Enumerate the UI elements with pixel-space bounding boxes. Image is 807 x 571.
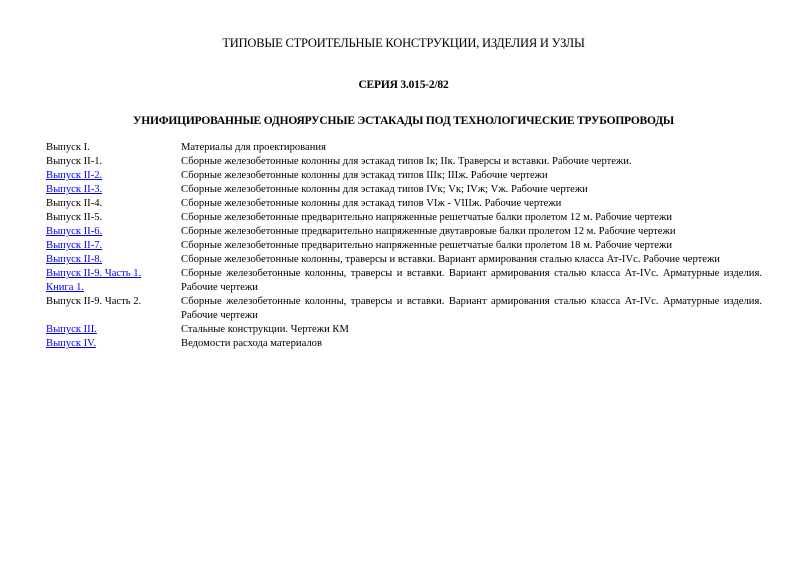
issue-row [46, 323, 762, 337]
issue-row [46, 267, 762, 295]
issue-description: Сборные железобетонные предварительно напряженные решетчатые балки пролетом 12 м. Рабочие чертежи [181, 212, 672, 223]
issue-row [46, 225, 762, 239]
issue-label: Выпуск II-1. [46, 156, 103, 167]
issue-label: Выпуск II-9. Часть 2. [46, 296, 142, 307]
issue-label: Выпуск II-4. [46, 198, 103, 209]
issue-row [46, 295, 762, 323]
issue-label-cell [46, 253, 181, 267]
issue-description: Сборные железобетонные предварительно напряженные решетчатые балки пролетом 18 м. Рабочие чертежи [181, 240, 672, 251]
issue-description: Сборные железобетонные колонны, траверсы и вставки. Вариант армирования сталью класса Ат-IVс. Рабочие чертежи [181, 254, 720, 265]
issue-row [46, 211, 762, 225]
issue-label-cell [46, 197, 181, 211]
issue-link[interactable]: Выпуск IV. [46, 338, 97, 349]
issue-label-cell [46, 169, 181, 183]
series-number: СЕРИЯ 3.015-2/82 [358, 79, 449, 91]
issue-row [46, 141, 762, 155]
issue-label-cell [46, 295, 181, 323]
issue-label-cell [46, 337, 181, 351]
issue-label-cell [46, 267, 181, 295]
issue-row [46, 239, 762, 253]
issue-link[interactable]: Выпуск II-3. [46, 184, 103, 195]
issue-description: Сборные железобетонные колонны, траверсы и вставки. Вариант армирования сталью класса Ат-IVс. Арматурные изделия. Рабочие чертежи [181, 268, 762, 293]
issue-row [46, 253, 762, 267]
issue-book-link[interactable]: Книга 1. [46, 282, 85, 293]
issue-label-cell [46, 323, 181, 337]
issue-description: Сборные железобетонные колонны для эстакад типов Iк; IIк. Траверсы и вставки. Рабочие чертежи. [181, 156, 632, 167]
header-line: ТИПОВЫЕ СТРОИТЕЛЬНЫЕ КОНСТРУКЦИИ, ИЗДЕЛИЯ И УЗЛЫ [222, 36, 585, 50]
issue-label-cell [46, 155, 181, 169]
document-title: УНИФИЦИРОВАННЫЕ ОДНОЯРУСНЫЕ ЭСТАКАДЫ ПОД ТЕХНОЛОГИЧЕСКИЕ ТРУБОПРОВОДЫ [132, 115, 675, 127]
issue-row [46, 169, 762, 183]
issue-list [46, 141, 762, 351]
issue-row [46, 337, 762, 351]
issue-description: Сборные железобетонные колонны, траверсы и вставки. Вариант армирования сталью класса Ат-IVс. Арматурные изделия. Рабочие чертежи [181, 296, 762, 321]
issue-row [46, 197, 762, 211]
issue-description: Сборные железобетонные предварительно напряженные двутавровые балки пролетом 12 м. Рабочие чертежи [181, 226, 676, 237]
issue-description: Ведомости расхода материалов [181, 338, 322, 349]
issue-link[interactable]: Выпуск II-2. [46, 170, 103, 181]
issue-row [46, 183, 762, 197]
issue-label-cell [46, 225, 181, 239]
issue-label: Выпуск II-5. [46, 212, 103, 223]
issue-link[interactable]: Выпуск II-7. [46, 240, 103, 251]
issue-link[interactable]: Выпуск III. [46, 324, 97, 335]
issue-description: Материалы для проектирования [181, 142, 326, 153]
issue-label-cell [46, 183, 181, 197]
issue-description: Сборные железобетонные колонны для эстакад типов VIж - VIIIж. Рабочие чертежи [181, 198, 562, 209]
issue-description: Сборные железобетонные колонны для эстакад типов IIIк; IIIж. Рабочие чертежи [181, 170, 548, 181]
issue-link[interactable]: Выпуск II-8. [46, 254, 103, 265]
issue-link[interactable]: Выпуск II-6. [46, 226, 103, 237]
issue-label-cell [46, 239, 181, 253]
issue-label-cell [46, 141, 181, 155]
issue-row [46, 155, 762, 169]
issue-label-cell [46, 211, 181, 225]
issue-link[interactable]: Выпуск II-9. Часть 1. [46, 268, 142, 279]
issue-label: Выпуск I. [46, 142, 90, 153]
issue-description: Стальные конструкции. Чертежи КМ [181, 324, 349, 335]
issue-description: Сборные железобетонные колонны для эстакад типов IVк; Vк; IVж; Vж. Рабочие чертежи [181, 184, 588, 195]
